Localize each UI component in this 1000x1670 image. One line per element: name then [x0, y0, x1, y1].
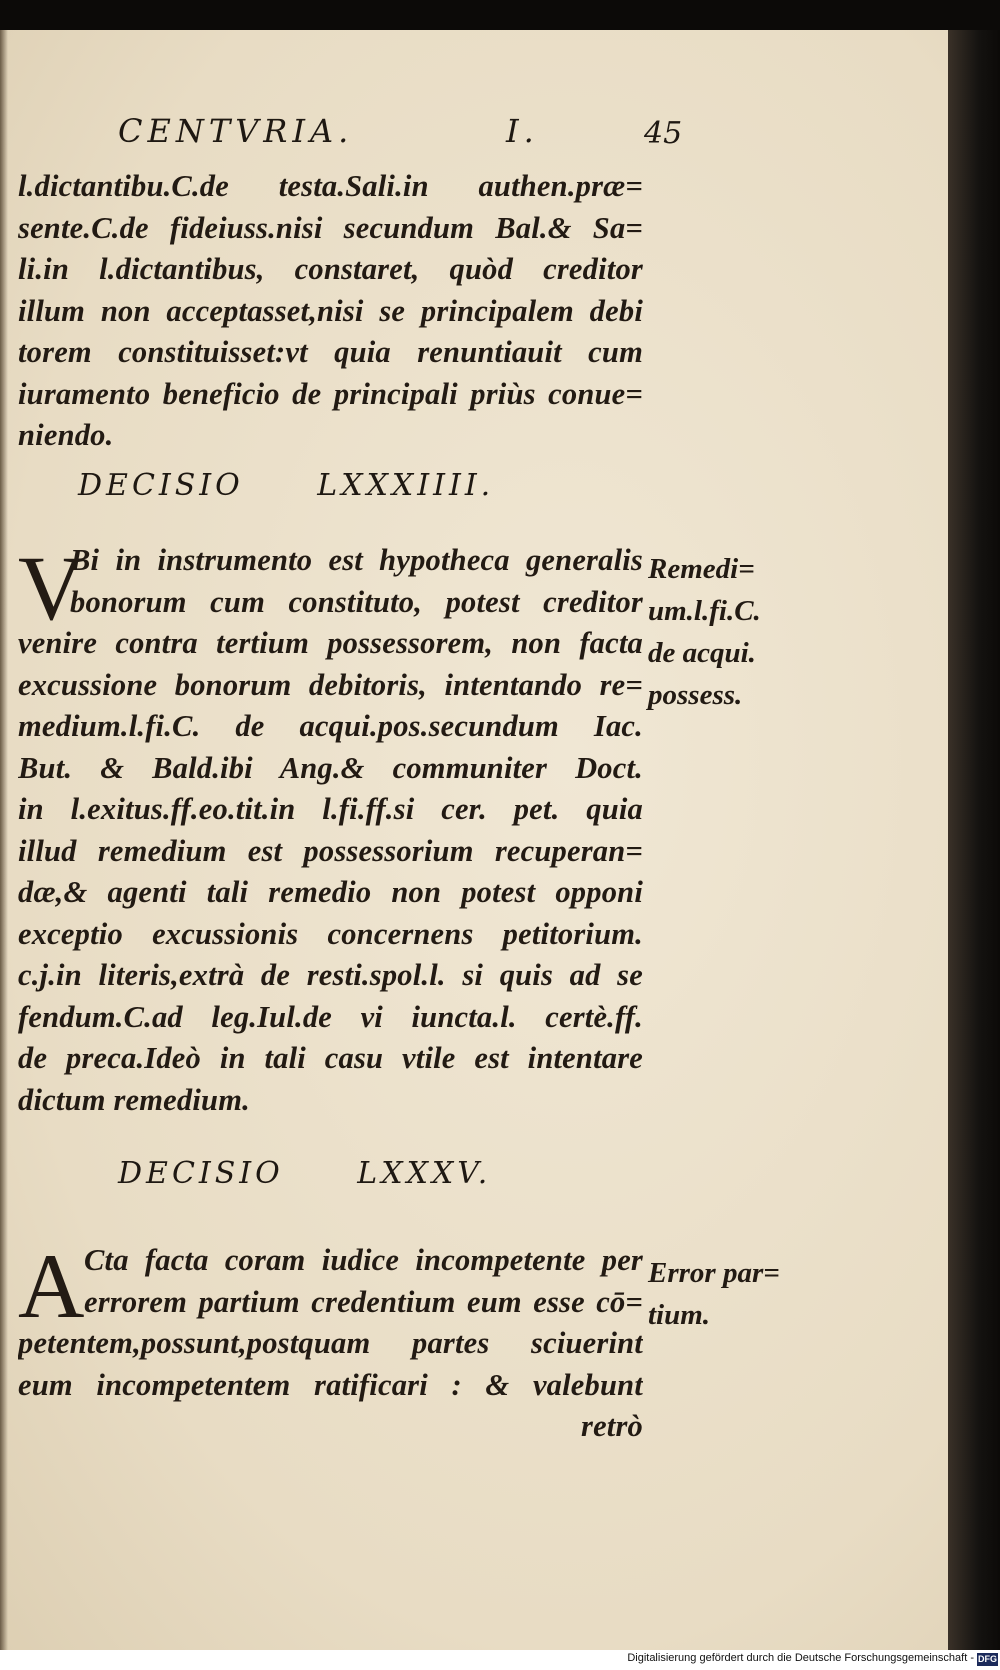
text-line: dictum remedium. — [18, 1082, 250, 1117]
text-line: iuramento beneficio de principali priùs conue= — [18, 376, 643, 411]
decisio-85-body — [18, 1235, 643, 1448]
text-line: illud remedium est possessorium recuperan= — [18, 833, 643, 868]
text-line: illum non acceptasset,nisi se principalem debi — [18, 293, 643, 328]
text-line: Bi in instrumento est hypotheca generalis — [70, 543, 643, 577]
margin-note-line: Error par= — [648, 1257, 780, 1289]
margin-note-line: possess. — [648, 679, 743, 711]
margin-note-line: tium. — [648, 1299, 711, 1331]
text-line: exceptio excussionis concernens petitorium. — [18, 916, 643, 951]
text-line: bonorum cum constituto, potest creditor — [70, 584, 643, 619]
text-line: niendo. — [18, 418, 114, 452]
text-line: c.j.in literis,extrà de resti.spol.l. si quis ad se — [18, 958, 643, 992]
text-line: petentem,possunt,postquam partes sciuerint — [18, 1326, 643, 1360]
page-gutter-shadow — [0, 30, 8, 1650]
running-head-number: I. — [506, 112, 539, 150]
text-line: sente.C.de fideiuss.nisi secundum Bal.& Sa= — [18, 210, 643, 245]
text-line: excussione bonorum debitoris, intentando re= — [18, 667, 643, 702]
margin-note-line: um.l.fi.C. — [648, 595, 761, 627]
running-head — [118, 112, 688, 152]
margin-note-line: de acqui. — [648, 637, 756, 669]
text-line: errorem partium credentium eum esse cō= — [84, 1284, 643, 1319]
text-line: Cta facta coram iudice incompetente per — [84, 1243, 643, 1277]
text-line: But. & Bald.ibi Ang.& communiter Doct. — [18, 750, 643, 785]
text-line: de preca.Ideò in tali casu vtile est intentare — [18, 1041, 643, 1075]
decisio-84-body — [18, 537, 643, 1121]
text-line: in l.exitus.ff.eo.tit.in l.fi.ff.si cer. pet. quia — [18, 792, 643, 826]
text-line: dæ,& agenti tali remedio non potest opponi — [18, 875, 643, 909]
text-line: venire contra tertium possessorem, non facta — [18, 626, 643, 660]
dfg-logo: DFG — [978, 1654, 997, 1664]
marginal-note-error — [648, 1252, 808, 1336]
drop-cap-A: A — [18, 1235, 85, 1337]
page-edge-shadow — [948, 30, 1000, 1650]
drop-cap-V: V — [18, 537, 85, 639]
text-line: torem constituisset:vt quia renuntiauit cum — [18, 335, 643, 369]
text-line: l.dictantibu.C.de testa.Sali.in authen.præ= — [18, 169, 643, 203]
footer-credit: Digitalisierung gefördert durch die Deutsche Forschungsgemeinschaft - — [627, 1652, 974, 1664]
text-line: li.in l.dictantibus, constaret, quòd creditor — [18, 252, 643, 286]
decisio-84-heading: DECISIO LXXXIIII. — [78, 468, 495, 503]
digitization-footer — [0, 1650, 1000, 1670]
marginal-note-remedium — [648, 548, 808, 716]
continuation-block — [18, 166, 643, 457]
text-line: fendum.C.ad leg.Iul.de vi iuncta.l. certè.ff. — [18, 999, 643, 1034]
text-line: medium.l.fi.C. de acqui.pos.secundum Iac. — [18, 709, 643, 743]
decisio-85-heading: DECISIO LXXXV. — [118, 1156, 492, 1191]
running-head-title: CENTVRIA. — [118, 112, 354, 150]
catchword: retrò — [581, 1409, 643, 1443]
text-line: eum incompetentem ratificari : & valebunt — [18, 1367, 643, 1402]
margin-note-line: Remedi= — [648, 553, 755, 585]
folio-number: 45 — [644, 116, 683, 151]
